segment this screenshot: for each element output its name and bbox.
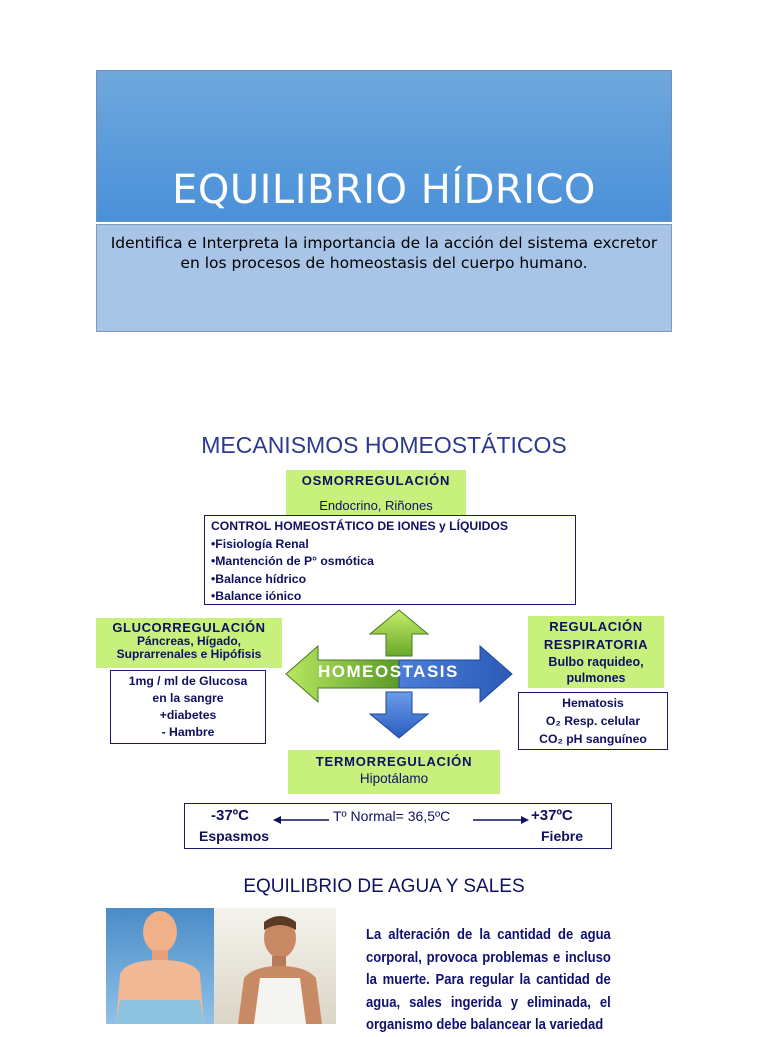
title-banner [96, 70, 672, 222]
temp-high-label: Fiebre [541, 828, 584, 844]
glucose-box [110, 670, 266, 744]
respiration-line: O₂ Resp. celular [545, 714, 641, 728]
respiration-line: CO₂ pH sanguíneo [539, 732, 647, 746]
glucose-line: 1mg / ml de Glucosa [128, 674, 248, 688]
respiratory-title-1: REGULACIÓN [549, 619, 643, 634]
water-salts-title: EQUILIBRIO DE AGUA Y SALES [243, 876, 525, 897]
respiration-box [518, 692, 668, 750]
control-title: CONTROL HOMEOSTÁTICO DE IONES y LÍQUIDOS [211, 519, 509, 533]
glucose-line: - Hambre [161, 725, 215, 739]
human-body-icon [106, 908, 214, 1024]
respiratory-organs-2: pulmones [566, 671, 626, 685]
respiratory-title-2: RESPIRATORIA [543, 637, 649, 652]
respiratory-label [528, 616, 664, 688]
control-item: •Balance iónico [211, 589, 302, 603]
page-title: EQUILIBRIO HÍDRICO [172, 167, 596, 213]
runner-photo [214, 908, 336, 1024]
runner-icon [214, 908, 336, 1024]
control-item: •Mantención de P° osmótica [211, 554, 374, 568]
glucoregulation-organs-1: Páncreas, Hígado, [136, 634, 242, 648]
arrow-left-icon [273, 816, 329, 824]
subtitle-banner [96, 224, 672, 332]
homeostasis-center-label: HOMEOSTASIS [318, 662, 459, 681]
temp-low: -37ºC [211, 807, 249, 824]
glucose-line: +diabetes [159, 708, 217, 722]
temp-high: +37ºC [531, 807, 573, 824]
thermoregulation-label [288, 750, 500, 794]
thermoregulation-organ: Hipotálamo [359, 771, 429, 786]
glucoregulation-label [96, 618, 282, 668]
osmoregulation-organs: Endocrino, Riñones [319, 498, 433, 513]
glucoregulation-organs-2: Suprarrenales e Hipófisis [116, 647, 262, 661]
temperature-box [184, 803, 612, 849]
arrow-up [370, 610, 428, 656]
respiration-line: Hematosis [562, 696, 624, 710]
glucose-line: en la sangre [152, 691, 224, 705]
osmoregulation-title: OSMORREGULACIÓN [301, 473, 451, 488]
mechanisms-title: MECANISMOS HOMEOSTÁTICOS [201, 432, 567, 458]
control-box [204, 515, 576, 605]
water-description: La alteración de la cantidad de agua corporal, provoca problemas e incluso la muerte. Para regular la cantidad de agua, sales ingerida y eliminada, el organismo debe balancear la variedad [366, 927, 611, 1033]
temp-low-label: Espasmos [199, 828, 270, 844]
subtitle-text: Identifica e Interpreta la importancia de la acción del sistema excretor en los procesos de homeostasis del cuerpo humano. [110, 234, 658, 272]
glucoregulation-title: GLUCORREGULACIÓN [112, 620, 266, 635]
control-item: •Fisiología Renal [211, 536, 309, 551]
arrow-down [370, 692, 428, 738]
control-item: •Balance hídrico [211, 571, 307, 586]
temp-normal: Tº Normal= 36,5ºC [333, 808, 451, 824]
arrow-right-icon [473, 816, 529, 824]
thermoregulation-title: TERMORREGULACIÓN [315, 754, 473, 769]
respiratory-organs-1: Bulbo raquideo, [548, 655, 644, 669]
body-illustration [106, 908, 214, 1024]
osmoregulation-label [286, 470, 466, 518]
